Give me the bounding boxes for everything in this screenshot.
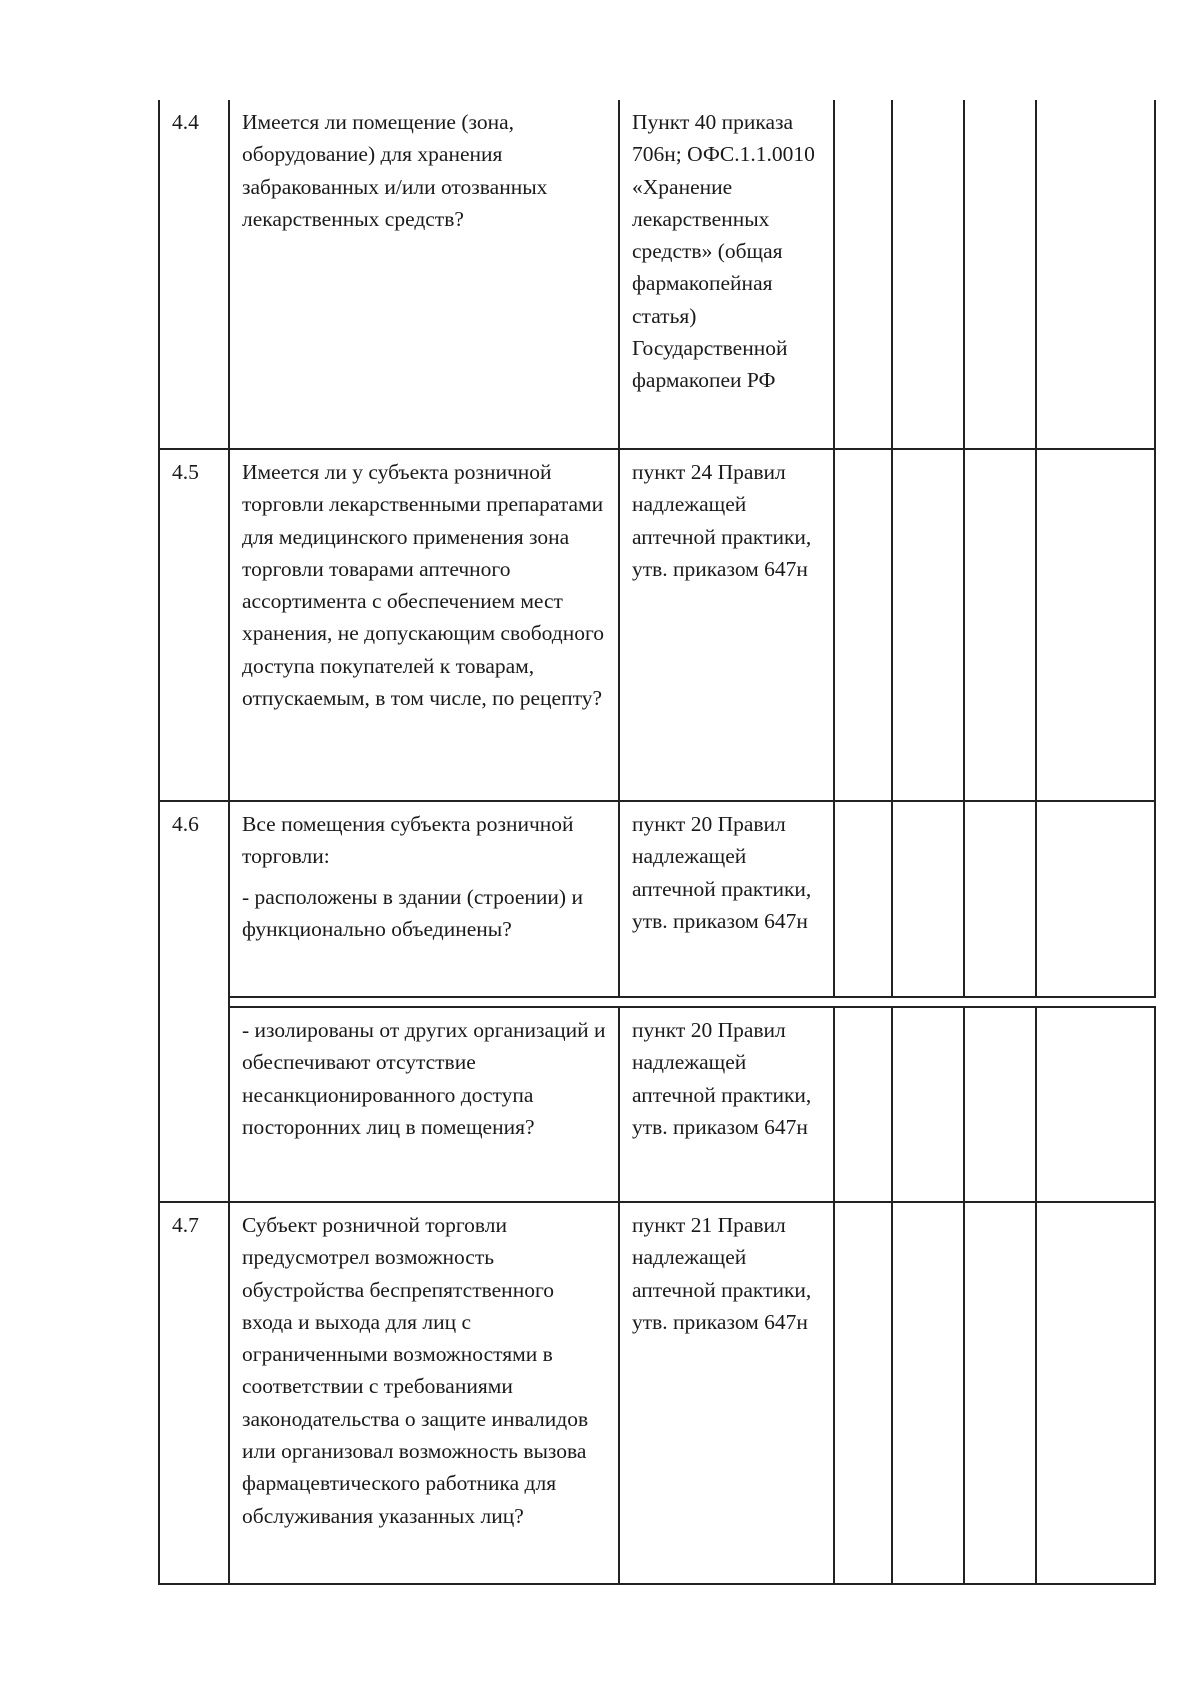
answer-cell [834,1202,892,1584]
answer-cell [1036,801,1155,997]
answer-cell [1036,100,1155,449]
table-row [159,449,1155,801]
reference-text: пункт 24 Правил надлежащей аптечной практики, утв. приказом 647н [619,449,834,801]
answer-cell [834,100,892,449]
checklist-table [158,100,1156,1585]
question-subitem: - расположены в здании (строении) и функционально объединены? [242,884,583,941]
answer-cell [964,100,1036,449]
reference-text: пункт 20 Правил надлежащей аптечной практики, утв. приказом 647н [619,1007,834,1202]
table-row [159,801,1155,997]
reference-text: Пункт 40 приказа 706н; ОФС.1.1.0010 «Хранение лекарственных средств» (общая фармакопейная статья) Государственной фармакопеи РФ [619,100,834,449]
answer-cell [1036,449,1155,801]
row-number: 4.5 [159,449,229,801]
table-gap-row [159,997,1155,1007]
answer-cell [834,801,892,997]
answer-cell [892,801,964,997]
answer-cell [964,449,1036,801]
answer-cell [834,1007,892,1202]
question-text: Имеется ли у субъекта розничной торговли лекарственными препаратами для медицинского применения зона торговли товарами аптечного ассортимента с обеспечением мест хранения, не допускающим свободного доступа покупателей к товарам, отпускаемым, в том числе, по рецепту? [229,449,619,801]
question-text: - изолированы от других организаций и обеспечивают отсутствие несанкционированного доступа посторонних лиц в помещения? [229,1007,619,1202]
reference-text: пункт 21 Правил надлежащей аптечной практики, утв. приказом 647н [619,1202,834,1584]
answer-cell [964,801,1036,997]
answer-cell [892,100,964,449]
table-row [159,1202,1155,1584]
row-number: 4.6 [159,801,229,1202]
reference-text: пункт 20 Правил надлежащей аптечной практики, утв. приказом 647н [619,801,834,997]
answer-cell [892,1007,964,1202]
answer-cell [1036,1007,1155,1202]
answer-cell [964,1202,1036,1584]
table-row [159,100,1155,449]
row-gap [229,997,1155,1007]
answer-cell [1036,1202,1155,1584]
row-number: 4.4 [159,100,229,449]
question-intro: Все помещения субъекта розничной торговли: [242,812,574,869]
question-text [229,801,619,997]
question-text: Имеется ли помещение (зона, оборудование) для хранения забракованных и/или отозванных лекарственных средств? [229,100,619,449]
row-number: 4.7 [159,1202,229,1584]
answer-cell [834,449,892,801]
answer-cell [892,449,964,801]
question-text: Субъект розничной торговли предусмотрел возможность обустройства беспрепятственного входа и выхода для лиц с ограниченными возможностями в соответствии с требованиями законодательства о защите инвалидов или организовал возможность вызова фармацевтического работника для обслуживания указанных лиц? [229,1202,619,1584]
table-row [159,1007,1155,1202]
answer-cell [964,1007,1036,1202]
answer-cell [892,1202,964,1584]
